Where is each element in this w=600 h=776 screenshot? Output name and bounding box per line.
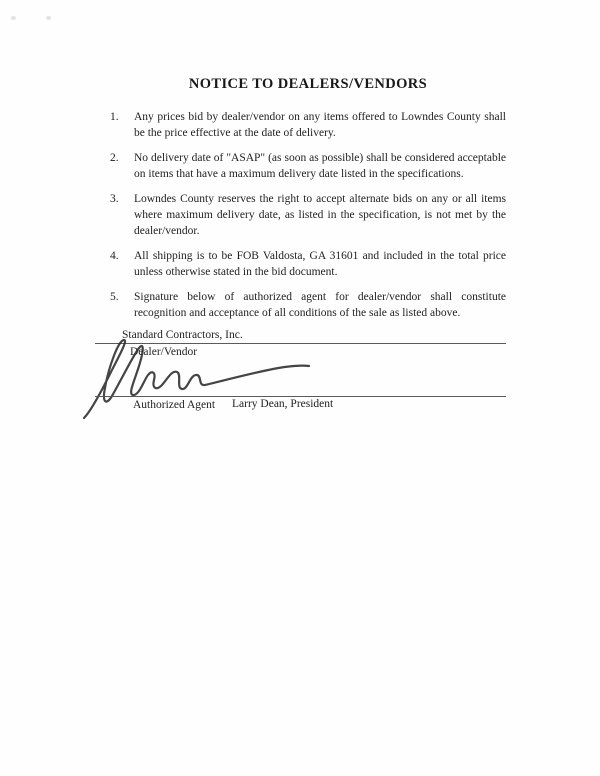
notice-item-text: Signature below of authorized agent for dealer/vendor shall constitute recognition and acceptance of all conditions of the sale as listed above. bbox=[134, 291, 506, 319]
notice-item-text: Lowndes County reserves the right to accept alternate bids on any or all items where maximum delivery date, as listed in the specification, is not met by the dealer/vendor. bbox=[134, 193, 506, 237]
notice-item-text: No delivery date of "ASAP" (as soon as possible) shall be considered acceptable on items that have a maximum delivery date listed in the specifications. bbox=[134, 152, 506, 180]
notice-item bbox=[110, 248, 506, 280]
notice-item-number: 5. bbox=[110, 291, 119, 303]
notice-item-text: All shipping is to be FOB Valdosta, GA 31601 and included in the total price unless otherwise stated in the bid document. bbox=[134, 250, 506, 278]
notice-item-number: 2. bbox=[110, 152, 119, 164]
notice-item bbox=[110, 289, 506, 321]
authorized-agent-value: Larry Dean, President bbox=[232, 398, 334, 410]
notice-item-number: 1. bbox=[110, 111, 119, 123]
notice-list bbox=[110, 109, 506, 321]
notice-item bbox=[110, 109, 506, 141]
notice-item-text: Any prices bid by dealer/vendor on any items offered to Lowndes County shall be the price effective at the date of delivery. bbox=[134, 111, 506, 139]
dealer-vendor-value: Standard Contractors, Inc. bbox=[122, 329, 243, 341]
scan-artifact-speck bbox=[46, 16, 51, 20]
authorized-agent-label: Authorized Agent bbox=[133, 399, 216, 411]
document-body bbox=[110, 76, 506, 330]
notice-item-number: 3. bbox=[110, 193, 119, 205]
notice-item-number: 4. bbox=[110, 250, 119, 262]
scan-artifact-speck bbox=[11, 16, 16, 20]
notice-item bbox=[110, 191, 506, 239]
document-title: NOTICE TO DEALERS/VENDORS bbox=[188, 76, 428, 92]
authorized-agent-signature-line bbox=[95, 396, 506, 397]
dealer-vendor-label: Dealer/Vendor bbox=[130, 346, 198, 358]
notice-item bbox=[110, 150, 506, 182]
